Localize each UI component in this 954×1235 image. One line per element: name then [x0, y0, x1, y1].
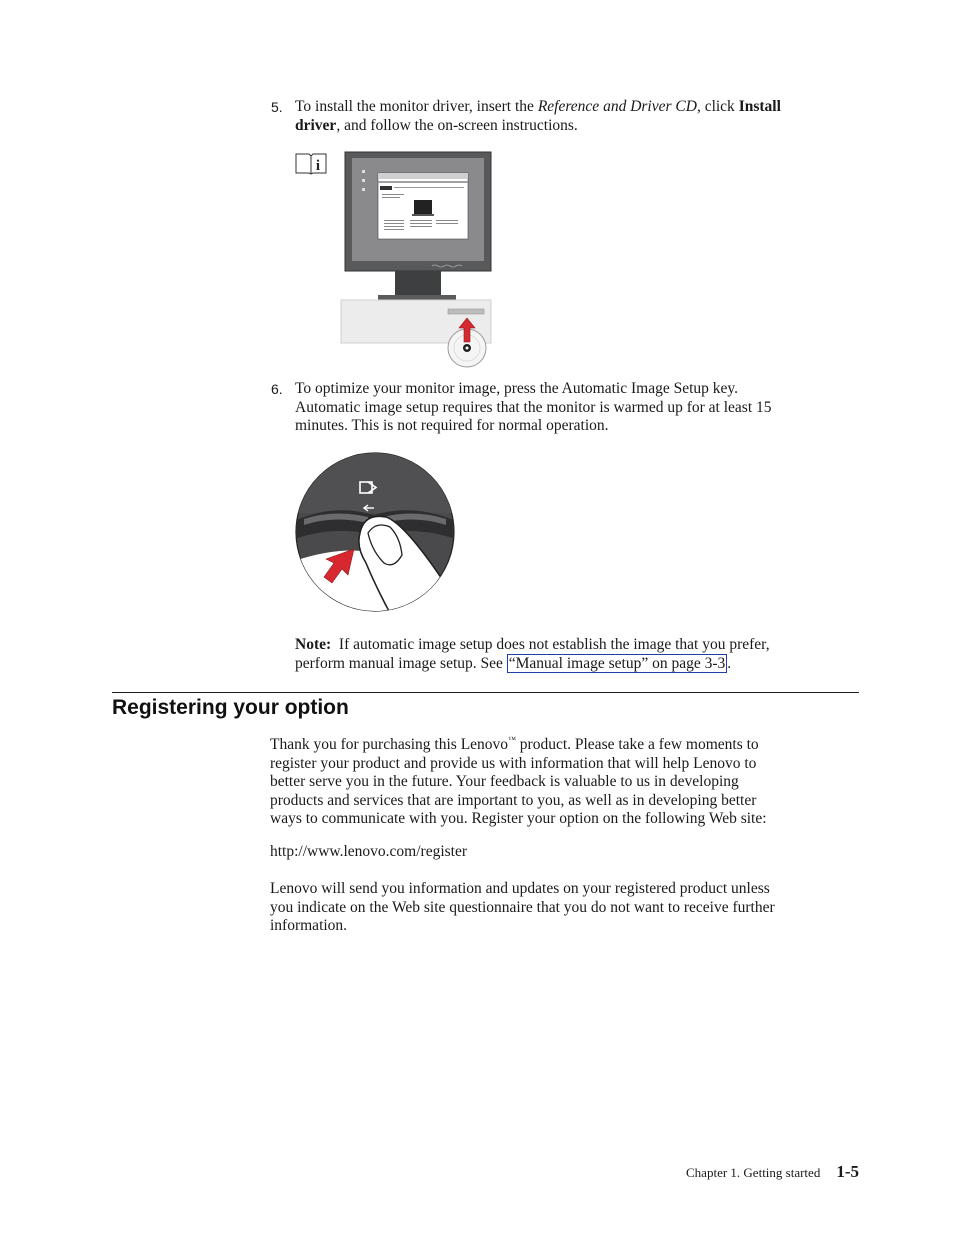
trademark-symbol: ™: [508, 735, 516, 744]
page-number: 1-5: [836, 1162, 859, 1181]
install-label-a: Install: [738, 98, 781, 115]
info-book-icon: [295, 151, 327, 175]
note-label: Note:: [295, 636, 332, 653]
step-5-number: 5.: [271, 99, 283, 115]
page-footer: [686, 1162, 859, 1182]
note-block: Note: If automatic image setup does not establish the image that you prefer, perform manual image setup. See “Manual image setup” on page 3-3 .: [295, 636, 770, 672]
auto-setup-key-illustration: [294, 451, 456, 613]
section-divider: [112, 692, 859, 693]
monitor-driver-illustration: [338, 150, 494, 372]
register-url: http://www.lenovo.com/register: [270, 843, 468, 860]
manual-image-setup-link[interactable]: “Manual image setup” on page 3-3: [508, 654, 726, 672]
step-5-text: To install the monitor driver, insert the Reference and Driver CD, click Install driver, and follow the on-screen instructions.: [295, 98, 781, 134]
step-6-number: 6.: [271, 381, 283, 397]
section-heading: Registering your option: [112, 696, 349, 719]
updates-paragraph: Lenovo will send you information and updates on your registered product unless you indicate on the Web site questionnaire that you do not want to receive further information.: [270, 880, 775, 935]
cd-name: Reference and Driver CD: [537, 98, 697, 115]
install-label-b: driver: [295, 116, 337, 134]
step-6-text: To optimize your monitor image, press the Automatic Image Setup key. Automatic image setup requires that the monitor is warmed up for at least 15 minutes. This is not required for normal operation.: [295, 380, 772, 435]
svg-text:i: i: [315, 158, 321, 174]
chapter-title: Chapter 1. Getting started: [686, 1165, 821, 1180]
registration-paragraph: Thank you for purchasing this Lenovo™ product. Please take a few moments to register your product and provide us with information that will help Lenovo to better serve you in the future. Your feedback is valuable to us in developing products and services that are important to you, as well as in developing better ways to communicate with you. Register your option on the following Web site:: [270, 735, 767, 828]
